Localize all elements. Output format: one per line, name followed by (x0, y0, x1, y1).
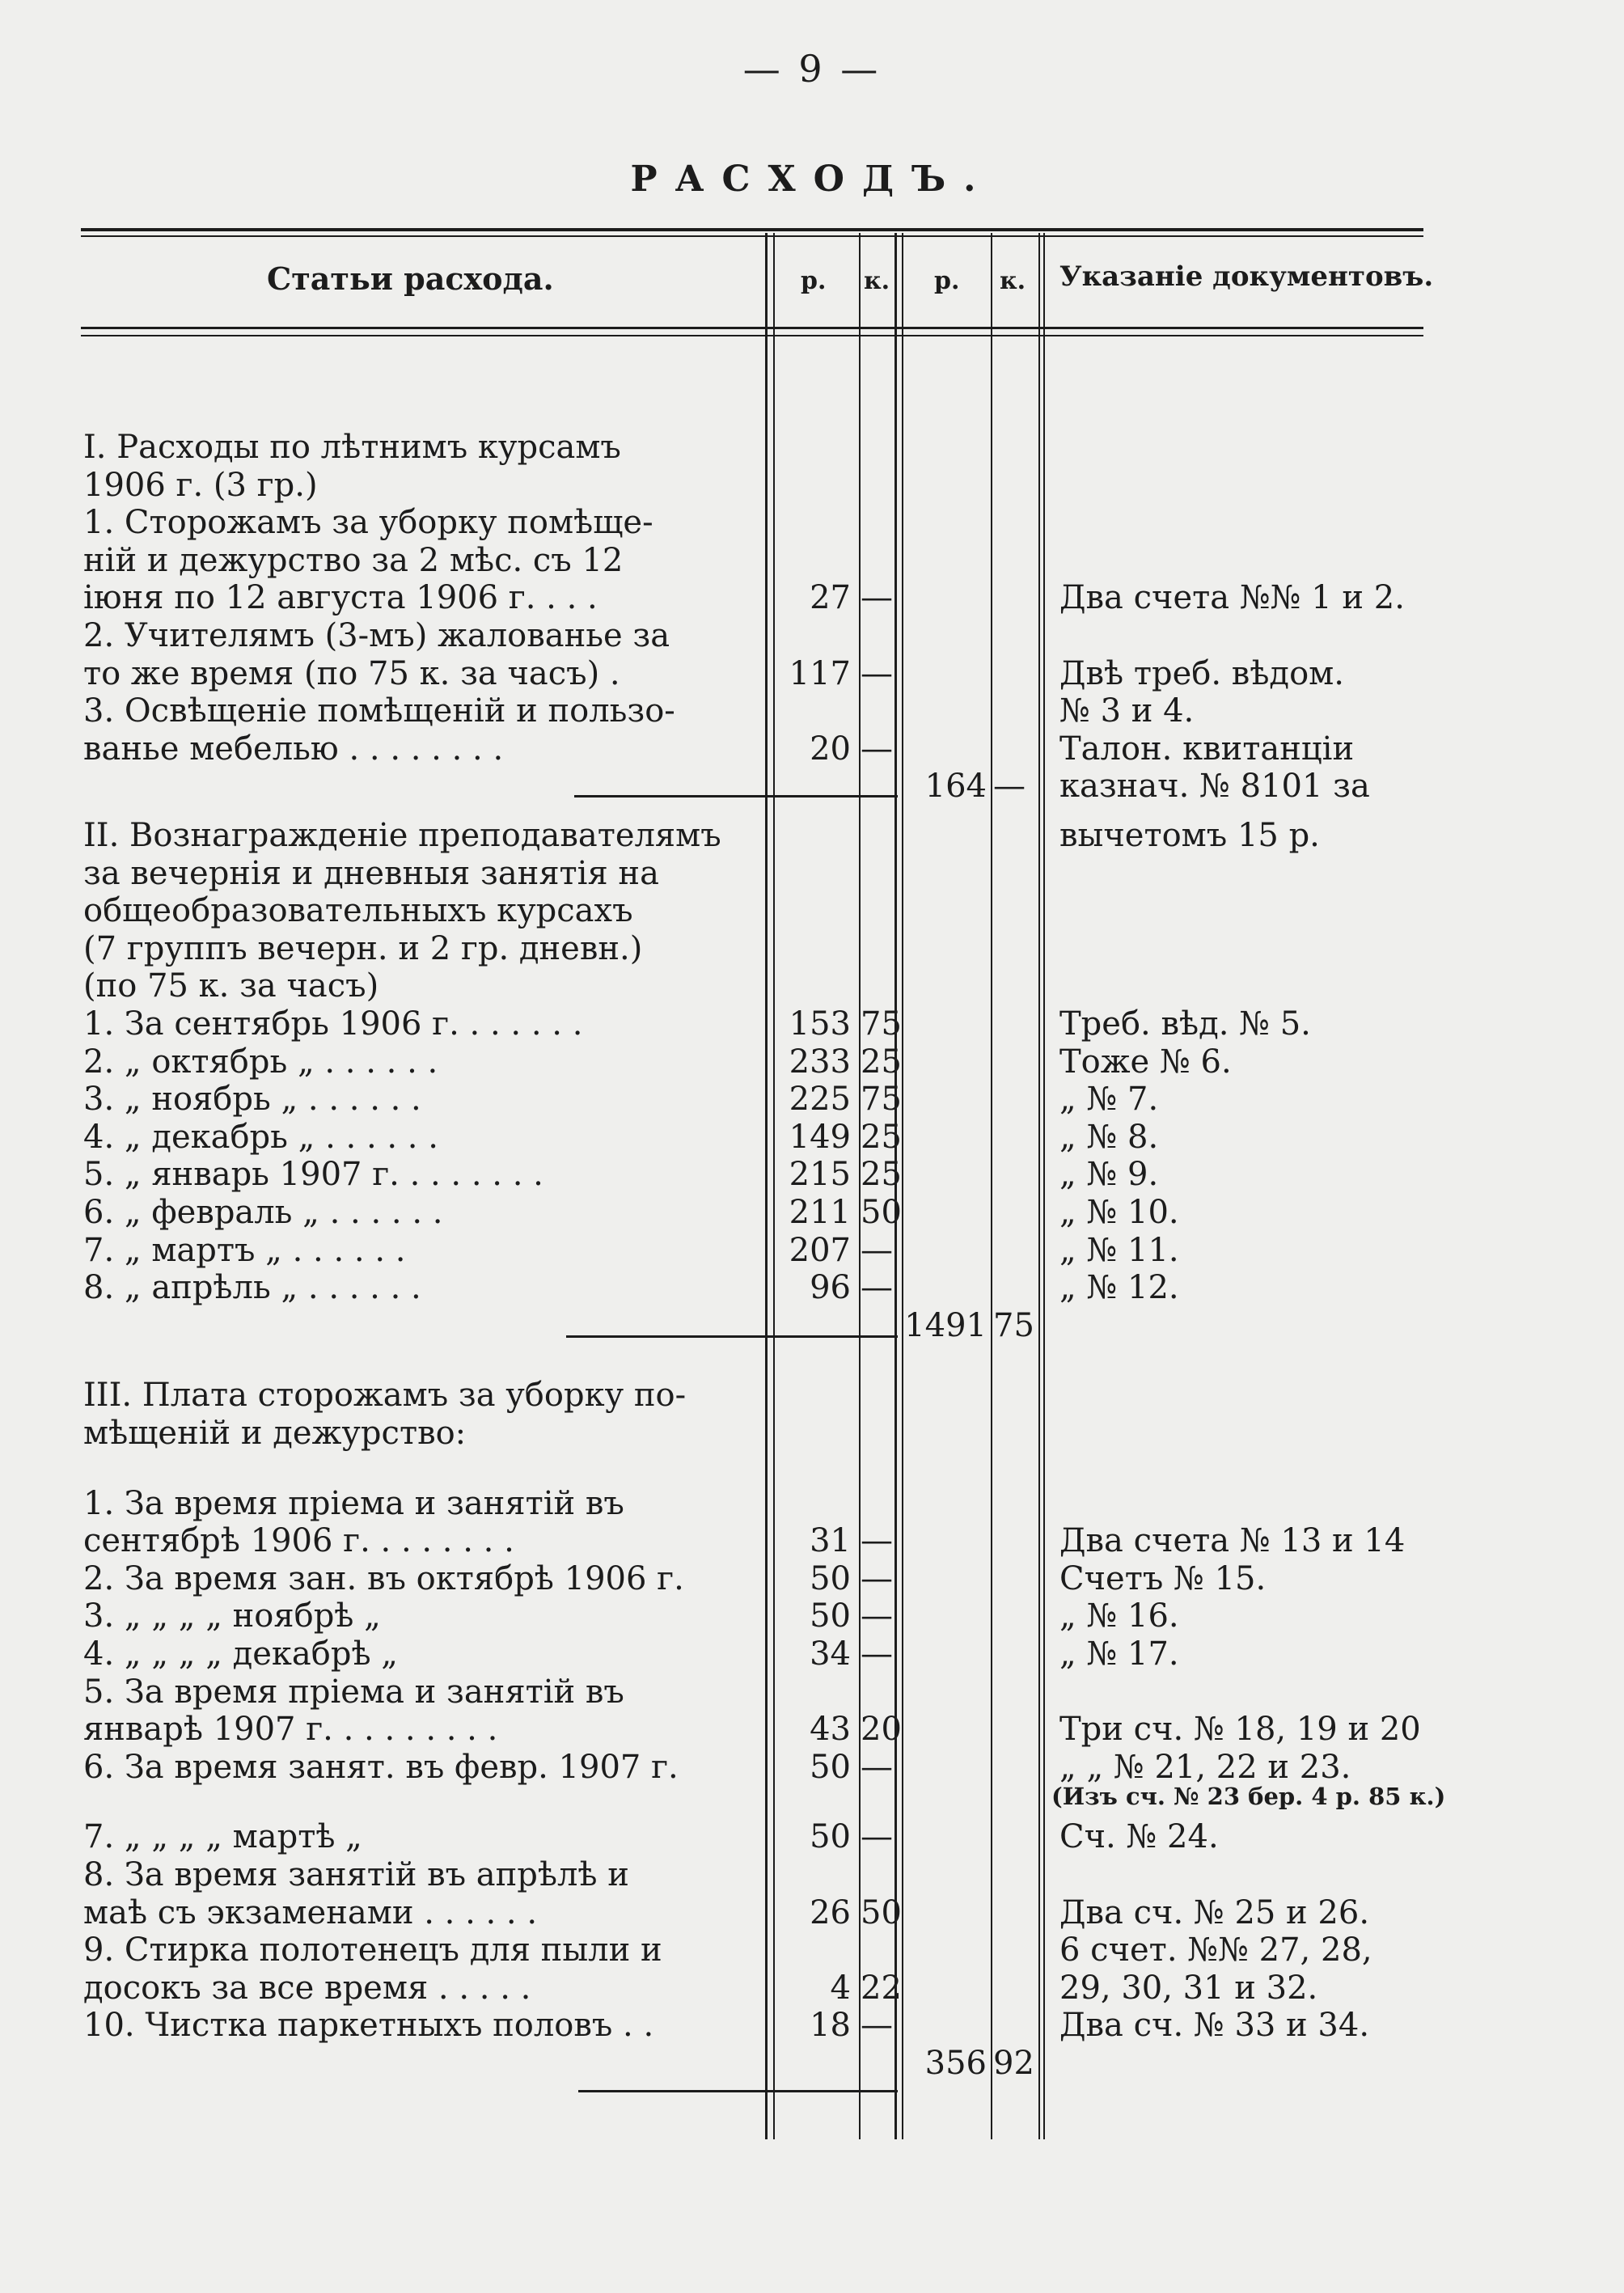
kopecks-1: 50 (861, 1194, 902, 1231)
kopecks-1: 20 (861, 1711, 902, 1749)
column-rule (765, 233, 768, 2139)
row-text: 3. „ ноябрь „ . . . . . . (83, 1081, 421, 1119)
document-reference: „ № 16. (1059, 1597, 1179, 1635)
rubles-1: 50 (810, 1597, 851, 1635)
header-bottom-rule-2 (81, 335, 1423, 336)
rubles-2: 1491 (904, 1306, 987, 1344)
row-text: 9. Стирка полотенецъ для пыли и (83, 1931, 662, 1969)
rubles-1: 233 (789, 1043, 851, 1081)
subtotal-rule (578, 2090, 898, 2092)
row-text: 6. За время занят. въ февр. 1907 г. (83, 1748, 679, 1786)
kopecks-2: — (993, 768, 1026, 806)
page-heading: РАСХОДЪ. (630, 159, 994, 200)
rubles-1: 50 (810, 1559, 851, 1597)
row-text: 1. За время пріема и занятій въ (83, 1484, 624, 1522)
kopecks-1: — (861, 1748, 893, 1786)
row-text: досокъ за все время . . . . . (83, 1969, 531, 2007)
rubles-1: 27 (810, 579, 851, 617)
kopecks-1: 25 (861, 1118, 902, 1156)
row-text: 7. „ мартъ „ . . . . . . (83, 1231, 406, 1269)
row-text: 4. „ „ „ „ декабрѣ „ (83, 1635, 399, 1673)
rubles-2: 356 (924, 2045, 987, 2082)
kopecks-1: — (861, 1522, 893, 1560)
row-text: 4. „ декабрь „ . . . . . . (83, 1118, 438, 1156)
header-articles: Статьи расхода. (267, 260, 554, 297)
document-reference: „ № 9. (1059, 1156, 1159, 1194)
row-text: 3. Освѣщеніе помѣщеній и пользо- (83, 692, 675, 730)
column-rule (773, 233, 775, 2139)
rubles-1: 50 (810, 1748, 851, 1786)
document-reference: Два сч. № 33 и 34. (1059, 2007, 1370, 2045)
row-text: 8. За время занятій въ апрѣлѣ и (83, 1856, 629, 1893)
row-text: 5. „ январь 1907 г. . . . . . . . (83, 1156, 543, 1194)
column-rule (1038, 233, 1040, 2139)
kopecks-1: 50 (861, 1893, 902, 1931)
rubles-1: 153 (789, 1005, 851, 1043)
header-kop-1: к. (864, 267, 890, 295)
rubles-1: 31 (810, 1522, 851, 1560)
kopecks-1: — (861, 1635, 893, 1673)
rubles-1: 211 (789, 1194, 851, 1231)
page-number: — 9 — (742, 47, 882, 91)
document-reference: Треб. вѣд. № 5. (1059, 1005, 1311, 1043)
kopecks-1: — (861, 1597, 893, 1635)
document-reference: 6 счет. №№ 27, 28, (1059, 1931, 1372, 1969)
subtotal-rule (574, 795, 898, 797)
kopecks-1: — (861, 1269, 893, 1307)
column-rule (1043, 233, 1045, 2139)
row-text: январѣ 1907 г. . . . . . . . . (83, 1711, 498, 1749)
document-reference: Двѣ треб. вѣдом. (1059, 654, 1344, 692)
row-text: за вечернія и дневныя занятія на (83, 854, 659, 892)
rubles-1: 207 (789, 1231, 851, 1269)
row-text: іюня по 12 августа 1906 г. . . . (83, 579, 598, 617)
rubles-1: 149 (789, 1118, 851, 1156)
document-reference: вычетомъ 15 р. (1059, 817, 1320, 854)
row-text: II. Вознагражденіе преподавателямъ (83, 817, 721, 854)
row-text: общеобразовательныхъ курсахъ (83, 892, 633, 930)
row-text: 6. „ февраль „ . . . . . . (83, 1194, 443, 1231)
row-text: ванье мебелью . . . . . . . . (83, 730, 504, 768)
document-reference: „ № 12. (1059, 1269, 1179, 1307)
header-top-rule-2 (81, 235, 1423, 237)
row-text: 5. За время пріема и занятій въ (83, 1673, 624, 1711)
row-text: 2. За время зан. въ октябрѣ 1906 г. (83, 1559, 684, 1597)
header-rub-1: р. (801, 267, 827, 295)
kopecks-1: — (861, 1231, 893, 1269)
rubles-1: 4 (830, 1969, 851, 2007)
row-text: 3. „ „ „ „ ноябрѣ „ (83, 1597, 381, 1635)
document-reference: Сч. № 24. (1059, 1818, 1219, 1856)
kopecks-1: — (861, 579, 893, 617)
row-text: 1. За сентябрь 1906 г. . . . . . . (83, 1005, 583, 1043)
document-reference: „ № 11. (1059, 1231, 1179, 1269)
document-reference: „ № 8. (1059, 1118, 1159, 1156)
kopecks-1: 25 (861, 1156, 902, 1194)
header-documents: Указаніе документовъ. (1059, 260, 1434, 293)
rubles-1: 215 (789, 1156, 851, 1194)
row-text: 1. Сторожамъ за уборку помѣще- (83, 504, 653, 542)
subtotal-rule (566, 1335, 898, 1338)
kopecks-1: — (861, 1818, 893, 1856)
kopecks-1: — (861, 1559, 893, 1597)
rubles-1: 117 (789, 654, 851, 692)
header-bottom-rule (81, 327, 1423, 329)
document-reference: казнач. № 8101 за (1059, 768, 1370, 806)
row-text: маѣ съ экзаменами . . . . . . (83, 1893, 538, 1931)
row-text: III. Плата сторожамъ за уборку по- (83, 1377, 687, 1415)
document-reference: 29, 30, 31 и 32. (1059, 1969, 1318, 2007)
kopecks-1: — (861, 654, 893, 692)
rubles-2: 164 (924, 768, 987, 806)
rubles-1: 225 (789, 1081, 851, 1119)
document-reference: Два сч. № 25 и 26. (1059, 1893, 1370, 1931)
rubles-1: 96 (810, 1269, 851, 1307)
rubles-1: 20 (810, 730, 851, 768)
row-text: (7 группъ вечерн. и 2 гр. дневн.) (83, 929, 643, 967)
row-text: 7. „ „ „ „ мартѣ „ (83, 1818, 362, 1856)
rubles-1: 34 (810, 1635, 851, 1673)
kopecks-1: 75 (861, 1005, 902, 1043)
kopecks-1: 25 (861, 1043, 902, 1081)
row-text: сентябрѣ 1906 г. . . . . . . . (83, 1522, 514, 1560)
row-text: мѣщеній и дежурство: (83, 1415, 467, 1452)
row-text: то же время (по 75 к. за часъ) . (83, 654, 620, 692)
header-kop-2: к. (1000, 267, 1026, 295)
rubles-1: 43 (810, 1711, 851, 1749)
rubles-1: 18 (810, 2007, 851, 2045)
document-reference: „ № 17. (1059, 1635, 1179, 1673)
row-text: 8. „ апрѣль „ . . . . . . (83, 1269, 421, 1307)
document-reference: Два счета № 13 и 14 (1059, 1522, 1406, 1560)
kopecks-2: 92 (993, 2045, 1034, 2082)
kopecks-1: 75 (861, 1081, 902, 1119)
kopecks-1: — (861, 2007, 893, 2045)
document-reference: „ № 7. (1059, 1081, 1159, 1119)
kopecks-1: — (861, 730, 893, 768)
document-reference: Счетъ № 15. (1059, 1559, 1267, 1597)
column-rule (991, 233, 992, 2139)
document-reference: Тоже № 6. (1059, 1043, 1232, 1081)
kopecks-1: 22 (861, 1969, 902, 2007)
row-text: 10. Чистка паркетныхъ половъ . . (83, 2007, 654, 2045)
row-text: 1906 г. (3 гр.) (83, 466, 318, 504)
document-reference: „ № 10. (1059, 1194, 1179, 1231)
document-reference: № 3 и 4. (1059, 692, 1195, 730)
document-reference: Два счета №№ 1 и 2. (1059, 579, 1405, 617)
header-top-rule (81, 228, 1423, 231)
row-text: (по 75 к. за часъ) (83, 967, 379, 1005)
rubles-1: 50 (810, 1818, 851, 1856)
rubles-1: 26 (810, 1893, 851, 1931)
header-rub-2: р. (934, 267, 960, 295)
document-reference: Талон. квитанціи (1059, 730, 1355, 768)
row-text: 2. „ октябрь „ . . . . . . (83, 1043, 438, 1081)
document-reference: Три сч. № 18, 19 и 20 (1059, 1711, 1421, 1749)
row-text: 2. Учителямъ (3-мъ) жалованье за (83, 617, 670, 654)
document-note: (Изъ сч. № 23 бер. 4 р. 85 к.) (1051, 1783, 1446, 1811)
document-reference: „ „ № 21, 22 и 23. (1059, 1748, 1351, 1786)
row-text: I. Расходы по лѣтнимъ курсамъ (83, 429, 621, 466)
kopecks-2: 75 (993, 1306, 1034, 1344)
row-text: ній и дежурство за 2 мѣс. съ 12 (83, 541, 624, 579)
